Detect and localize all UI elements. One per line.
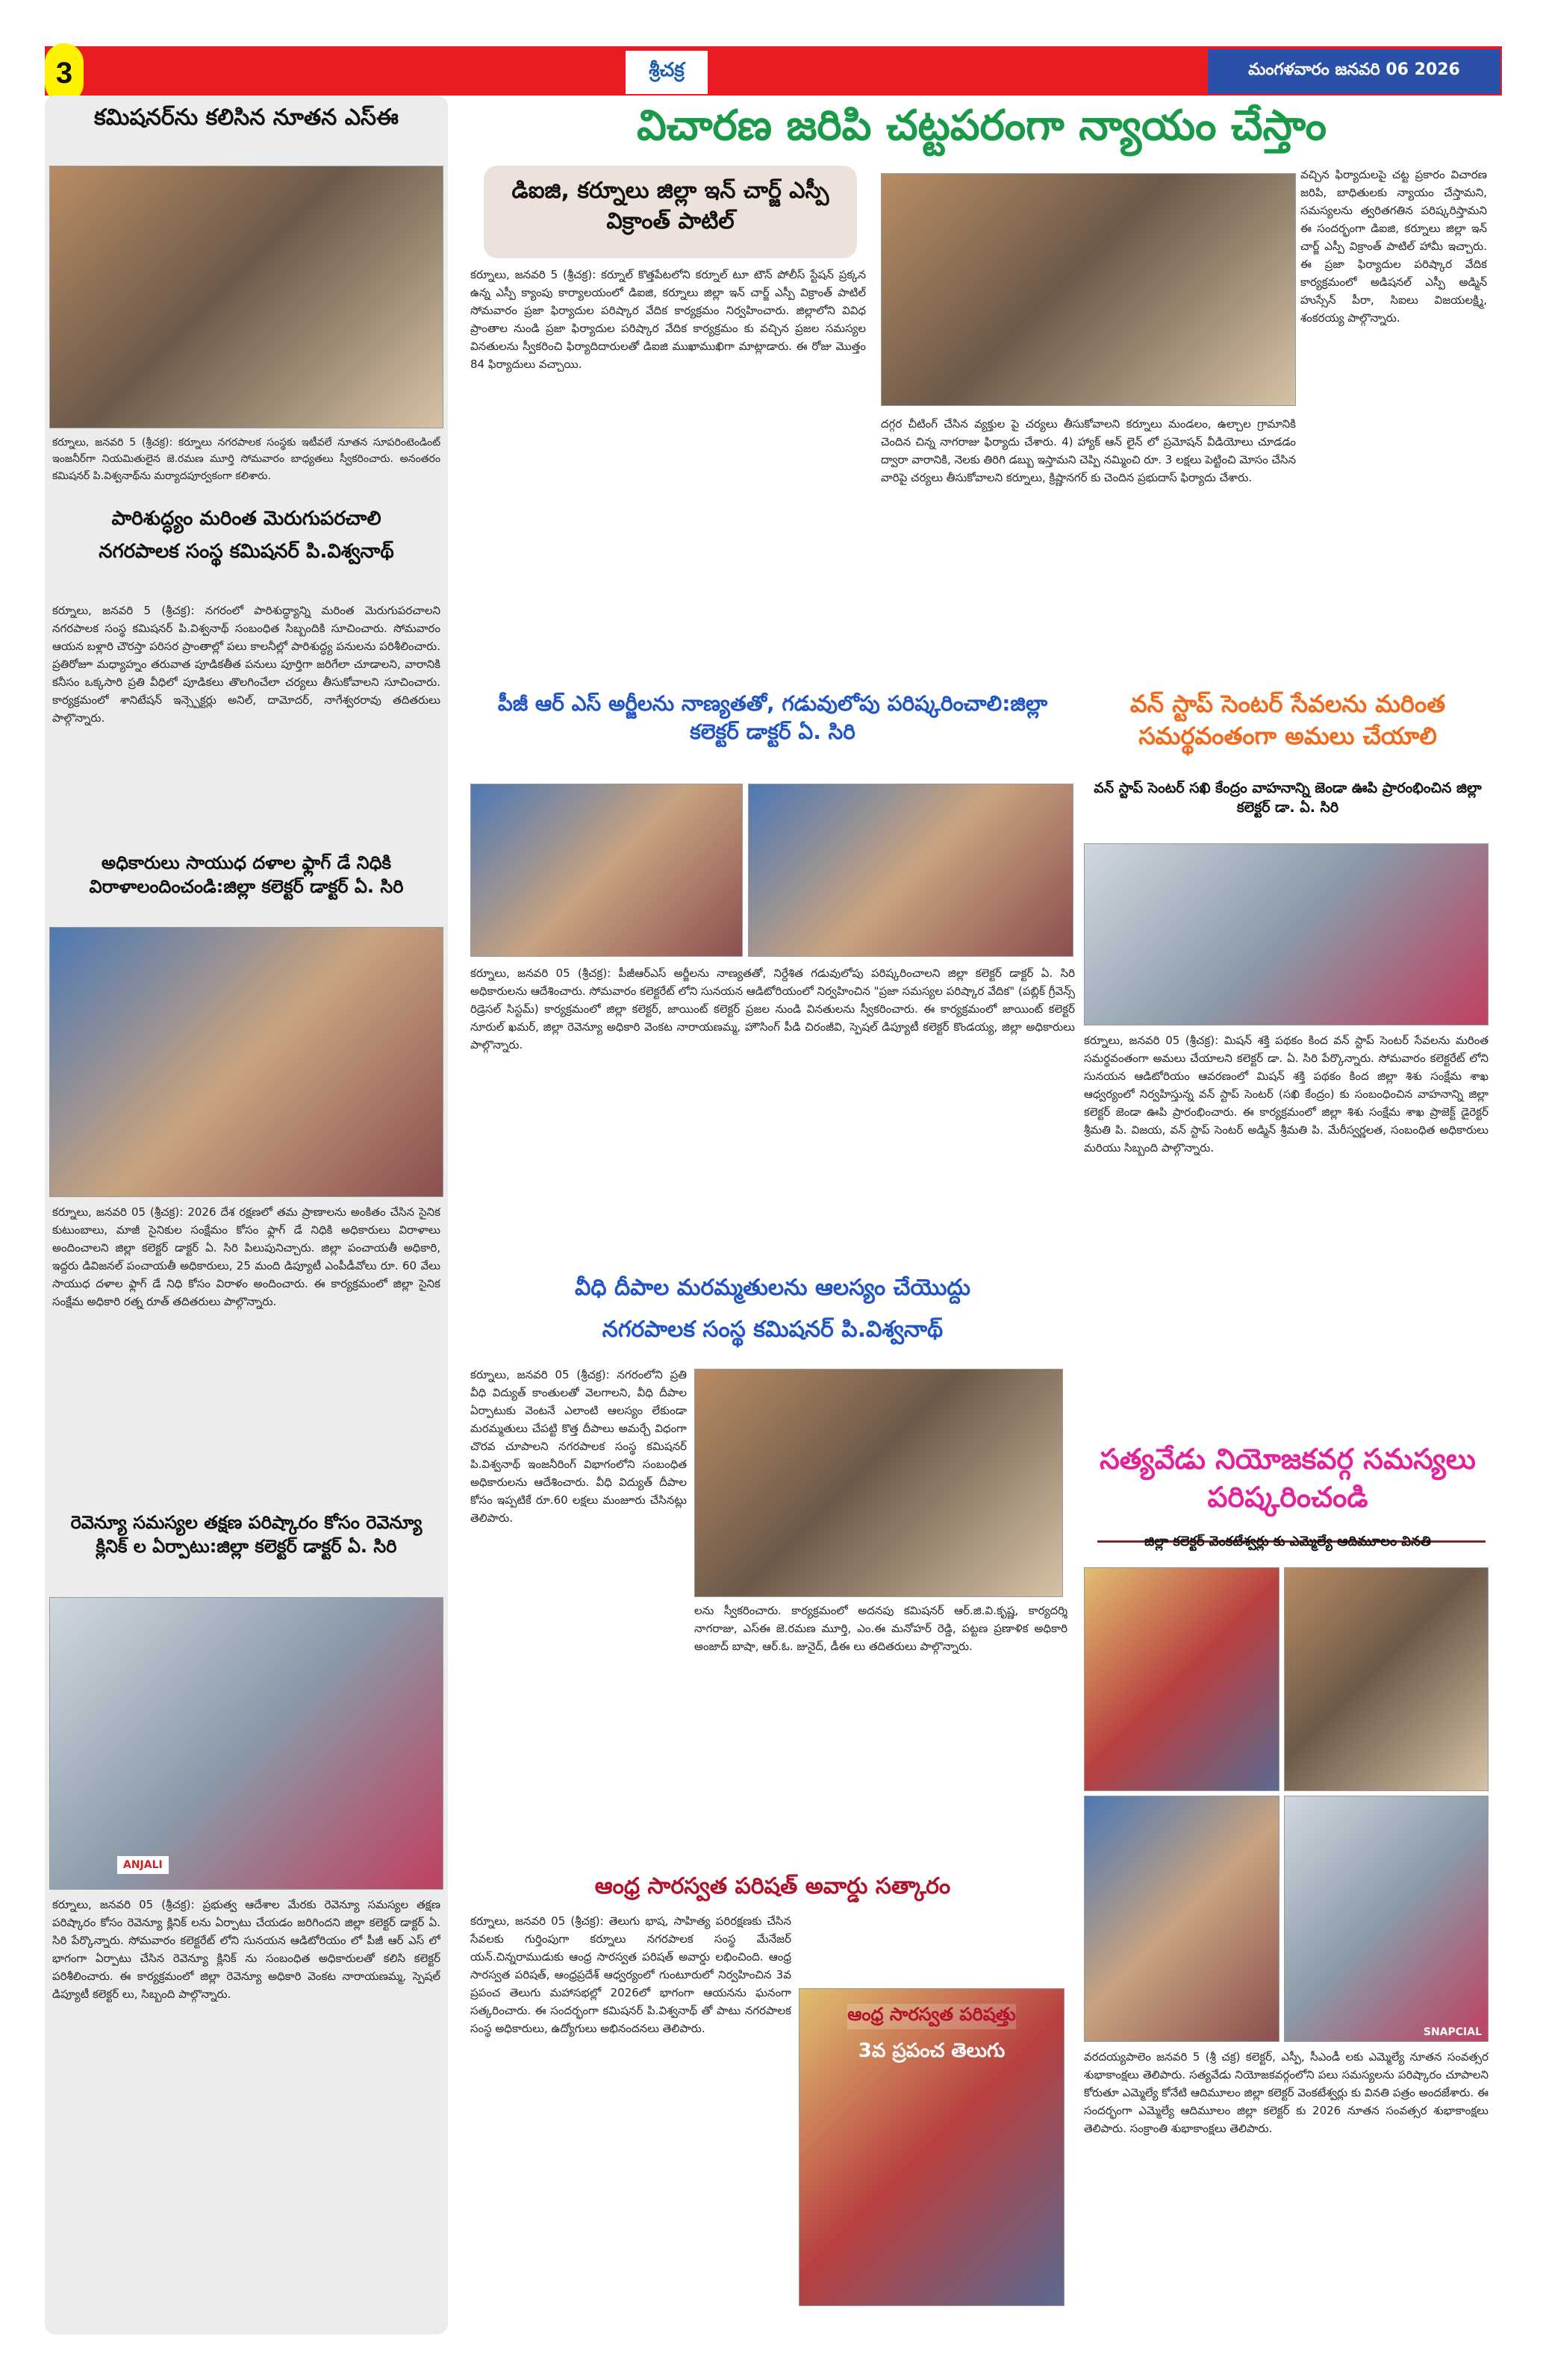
dig-photo <box>881 173 1296 406</box>
pgrs-photo-1 <box>470 784 743 957</box>
satyavedu-body: వరదయ్యపాలెం జనవరి 5 (శ్రీ చక్ర) కలెక్టర్, ఎస్పీ, సీఎండీ లకు ఎమ్మెల్యే నూతన సంవత్సర శుభాకాంక్షలు తెలిపారు. సత్యవేడు నియోజకవర్గంలోని పలు సమస్యలను పరిష్కారం చూపాలని కోరుతూ ఎమ్మెల్యే కోనేటి ఆదిమూలం జిల్లా కలెక్టర్ వెంకటేశ్వర్లు కు వినతి పత్రం అందజేశారు. ఈ సందర్భంగా ఎమ్మెల్యే ఆదిమూలం జిల్లా కలెక్టర్ కు 2026 నూతన సంవత్సర శుభాకాంక్షలు తెలిపారు. సంక్రాంతి శుభాకాంక్షలు తెలిపారు. <box>1084 2050 1489 2135</box>
satyavedu-headline: సత్యవేడు నియోజకవర్గ సమస్యలు పరిష్కరించండి <box>1100 1443 1476 1514</box>
dig-body-right: వచ్చిన ఫిర్యాదులపై చట్ట ప్రకారం విచారణ జరిపి, బాధితులకు న్యాయం చేస్తామని, సమస్యలను త్వరితగతిన పరిష్కరిస్తామని ఈ సందర్భంగా డిఐజి, కర్నూలు జిల్లా ఇన్ చార్జ్ ఎస్పీ విక్రాంత్ పాటిల్ హామీ ఇచ్చారు. ఈ ప్రజా ఫిర్యాదుల పరిష్కార వేదిక కార్యక్రమంలో అడిషనల్ ఎస్పీ అడ్మిన్ హుస్సేన్ పీరా, సిఐలు విజయలక్ష్మి, శంకరయ్య పాల్గొన్నారు. <box>1300 168 1487 325</box>
one-stop-headline: వన్ స్టాప్ సెంటర్ సేవలను మరింత సమర్థవంతంగా అమలు చేయాలి <box>1129 690 1446 751</box>
newspaper-logo: శ్రీచక్ర <box>626 51 708 94</box>
one-stop-photo <box>1084 843 1489 1025</box>
sanitation-body: కర్నూలు, జనవరి 5 (శ్రీచక్ర): నగరంలో పారిశుద్ధ్యాన్ని మరింత మెరుగుపరచాలని నగరపాలక సంస్థ కమిషనర్ పి.విశ్వనాథ్ సంబంధిత సిబ్బందికి సూచించారు. సోమవారం ఆయన బళ్లారి చౌరస్తా పరిసర ప్రాంతాల్లో పలు కాలనీల్లో పారిశుద్ధ్య పనులను పరిశీలించారు. ప్రతిరోజూ మధ్యాహ్నం తరువాత పూడికతీత పనులు పూర్తిగా జరిగేలా చూడాలని, వారానికి కనీసం ఒక్కసారి ప్రతి వీధిలో పూడికలు తొలగించేలా చర్యలు తీసుకోవాలని సూచించారు. కార్యక్రమంలో శానిటేషన్ ఇన్స్పెక్టర్లు అనిల్, దామోదర్, నాగేశ్వరరావు తదితరులు పాల్గొన్నారు. <box>52 604 440 725</box>
one-stop-body: కర్నూలు, జనవరి 05 (శ్రీచక్ర): మిషన్ శక్తి పథకం కింద వన్ స్టాప్ సెంటర్ సేవలను మరింత సమర్థవంతంగా అమలు చేయాలని కలెక్టర్ డా. ఏ. సిరి పేర్కొన్నారు. సోమవారం కలెక్టరేట్ లోని సునయన ఆడిటోరియం ఆవరణంలో మిషన్ శక్తి పథకం కింద జిల్లా శిశు సంక్షేమ శాఖ ఆధ్వర్యంలో నిర్వహిస్తున్న వన్ స్టాప్ సెంటర్ (సఖి కేంద్రం) కు సంబంధించిన వాహనాన్ని జిల్లా కలెక్టర్ జెండా ఊపి ప్రారంభించారు. ఈ కార్యక్రమంలో జిల్లా శిశు సంక్షేమ శాఖ ప్రాజెక్ట్ డైరెక్టర్ శ్రీమతి పి. విజయ, వన్ స్టాప్ సెంటర్ అడ్మిన్ శ్రీమతి పి. మేరీస్వర్ణలత, సంబంధిత అధికారులు మరియు సిబ్బంది పాల్గొన్నారు. <box>1084 1034 1489 1155</box>
award-banner-text: ఆంధ్ర సారస్వత పరిషత్తు <box>847 2004 1016 2029</box>
satyavedu-photo-1 <box>1084 1567 1279 1791</box>
satyavedu-photo-3 <box>1084 1796 1279 2042</box>
street-lights-subhead: నగరపాలక సంస్థ కమిషనర్ పి.విశ్వనాథ్ <box>602 1317 944 1343</box>
dig-body: కర్నూలు, జనవరి 5 (శ్రీచక్ర): కర్నూల్ కొత్తపేటలోని కర్నూల్ టూ టౌన్ పోలీస్ స్టేషన్ ప్రక్కన ఉన్న ఎస్పీ క్యాంపు కార్యాలయంలో డిఐజి, కర్నూలు జిల్లా ఇన్ చార్జ్ ఎస్పీ విక్రాంత్ పాటిల్ సోమవారం ప్రజా ఫిర్యాదుల పరిష్కార వేదిక కార్యక్రమం నిర్వహించారు. జిల్లాలోని వివిధ ప్రాంతాల నుండి ప్రజా ఫిర్యాదుల పరిష్కార వేదిక కార్యక్రమం కు వచ్చిన ప్రజల సమస్యల వినతులను స్వీకరించి ఫిర్యాదిదారులతో డిఐజి ముఖాముఖిగా మాట్లాడారు. ఈ రోజు మొత్తం 84 ఫిర్యాదులు వచ్చాయి. <box>470 268 866 371</box>
revenue-clinic-photo <box>49 1597 443 1890</box>
sanitation-headline: పారిశుద్ధ్యం మరింత మెరుగుపరచాలి <box>111 507 381 530</box>
dig-body-continued: దగ్గర చీటింగ్ చేసిన వ్యక్తుల పై చర్యలు తీసుకోవాలని కర్నూలు మండలం, ఉల్చాల గ్రామానికి చెందిన చిన్న నాగరాజు ఫిర్యాదు చేశారు. 4) హ్యాక్ ఆన్ లైన్ లో ప్రమోషన్ వీడియోలు చూడడం ద్వారా వారానికి, నెలకు తిరిగి డబ్బు ఇస్తామని చెప్పి నమ్మించి రూ. 3 లక్షలు పెట్టించి మోసం చేసిన వారిపై చర్యలు తీసుకోవాలని కర్నూలు, క్రిష్ణానగర్ కు చెందిన ప్రభుదాస్ ఫిర్యాదు చేశారు. <box>881 417 1296 484</box>
revenue-clinic-headline: రెవెన్యూ సమస్యల తక్షణ పరిష్కారం కోసం రెవెన్యూ క్లినిక్ ల ఏర్పాటు:జిల్లా కలెక్టర్ డాక్టర్ ఏ. సిరి <box>70 1512 423 1558</box>
street-lights-headline: వీధి దీపాల మరమ్మతులను ఆలస్యం చేయొద్దు <box>575 1275 970 1301</box>
page-number: 3 <box>45 43 84 103</box>
award-body: కర్నూలు, జనవరి 05 (శ్రీచక్ర): తెలుగు భాష, సాహిత్య పరిరక్షణకు చేసిన సేవలకు గుర్తింపుగా కర్నూలు నగరపాలక సంస్థ మేనేజర్ యన్.చిన్నరాముడుకు ఆంధ్ర సారస్వత పరిషత్ అవార్డు లభించింది. ఆంధ్ర సారస్వత పరిషత్, ఆంధ్రప్రదేశ్ ఆధ్వర్యంలో గుంటూరులో నిర్వహించిన 3వ ప్రపంచ తెలుగు మహాసభల్లో 2026లో భాగంగా ఆయనను ఘనంగా సత్కరించారు. ఈ సందర్భంగా కమిషనర్ పి.విశ్వనాథ్ తో పాటు నగరపాలక సంస్థ అధికారులు, ఉద్యోగులు అభినందనలు తెలిపారు. <box>470 1914 791 2035</box>
banner-label: ANJALI <box>117 1856 169 1874</box>
flag-day-photo <box>49 927 443 1197</box>
street-lights-photo <box>694 1369 1063 1597</box>
award-photo <box>799 1988 1064 2306</box>
street-lights-body-continued: లను స్వీకరించారు. కార్యక్రమంలో అదనపు కమిషనర్ ఆర్.జి.వి.కృష్ణ, కార్యదర్శి నాగరాజు, ఎస్ఈ జె.రమణ మూర్తి, ఎం.ఈ మనోహర్ రెడ్డి, పట్టణ ప్రణాళిక అధికారి అంజాద్ బాషా, ఆర్.ఓ. జునైద్, డీఈ లు తదితరులు పాల్గొన్నారు. <box>694 1604 1067 1653</box>
photo-credit: SNAPCIAL <box>1423 2026 1482 2038</box>
satyavedu-subhead: జిల్లా కలెక్టర్ వెంకటేశ్వర్లు కు ఎమ్మెల్యే ఆదిమూలం వినతి <box>1144 1534 1431 1549</box>
pgrs-photo-2 <box>748 784 1073 957</box>
se-meet-photo <box>49 166 443 428</box>
satyavedu-photo-4 <box>1284 1796 1489 2042</box>
satyavedu-photo-2 <box>1284 1567 1489 1791</box>
street-lights-body: కర్నూలు, జనవరి 05 (శ్రీచక్ర): నగరంలోని ప్రతి వీధి విద్యుత్ కాంతులతో వెలగాలని, వీధి దీపాల ఏర్పాటుకు వెంటనే ఎలాంటి ఆలస్యం లేకుండా మరమ్మతులు చేపట్టి కొత్త దీపాలు అమర్చే విధంగా చొరవ చూపాలని నగరపాలక సంస్థ కమిషనర్ పి.విశ్వనాథ్ ఇంజనీరింగ్ విభాగంలోని సంబంధిత అధికారులను ఆదేశించారు. వీధి విద్యుత్ దీపాల కోసం ఇప్పటికే రూ.60 లక్షలు మంజూరు చేసినట్లు తెలిపారు. <box>470 1368 687 1525</box>
issue-date: మంగళవారం జనవరి 06 2026 <box>1208 49 1500 94</box>
main-headline: విచారణ జరిపి చట్టపరంగా న్యాయం చేస్తాం <box>636 101 1327 150</box>
revenue-clinic-body: కర్నూలు, జనవరి 05 (శ్రీచక్ర): ప్రభుత్వ ఆదేశాల మేరకు రెవెన్యూ సమస్యల తక్షణ పరిష్కారం కోసం రెవెన్యూ క్లినిక్ లను ఏర్పాటు చేయడం జరిగిందని జిల్లా కలెక్టర్ డాక్టర్ ఏ. సిరి పేర్కొన్నారు. సోమవారం కలెక్టరేట్ లోని సునయన ఆడిటోరియం లో పీజీ ఆర్ ఎస్ లో భాగంగా ఏర్పాటు చేసిన రెవెన్యూ క్లినిక్ ను సంబంధిత అధికారులతో కలిసి కలెక్టర్ పరిశీలించారు. ఈ కార్యక్రమంలో జిల్లా రెవెన్యూ అధికారి వెంకట నారాయణమ్మ, స్పెషల్ డిప్యూటీ కలెక్టర్ లు, సిబ్బంది పాల్గొన్నారు. <box>52 1898 440 2001</box>
se-meet-headline: కమిషనర్‌ను కలిసిన నూతన ఎస్ఈ <box>94 104 399 131</box>
flag-day-headline: అధికారులు సాయుధ దళాల ఫ్లాగ్ డే నిధికి విరాళాలందించండి:జిల్లా కలెక్టర్ డాక్టర్ ఏ. సిరి <box>89 852 404 898</box>
flag-day-body: కర్నూలు, జనవరి 05 (శ్రీచక్ర): 2026 దేశ రక్షణలో తమ ప్రాణాలను అంకితం చేసిన సైనిక కుటుంబాలు, మాజీ సైనికుల సంక్షేమం కోసం ఫ్లాగ్ డే నిధికి అధికారులు విరాళాలు అందించాలని జిల్లా కలెక్టర్ డాక్టర్ ఏ. సిరి పిలుపునిచ్చారు. జిల్లా పంచాయతీ అధికారి, ఇద్దరు డివిజనల్ పంచాయతీ అధికారులు, 25 మంది డిప్యూటీ ఎంపీడీవోలు రూ. 60 వేలు సాయుధ దళాల ఫ్లాగ్ డే నిధి కోసం విరాళం అందించారు. ఈ కార్యక్రమంలో జిల్లా సైనిక సంక్షేమ అధికారి రత్న రూత్ తదితరులు పాల్గొన్నారు. <box>52 1205 440 1308</box>
award-banner-text-2: 3వ ప్రపంచ తెలుగు <box>858 2040 1006 2062</box>
sanitation-subhead: నగరపాలక సంస్థ కమిషనర్ పి.విశ్వనాథ్ <box>99 540 394 563</box>
one-stop-subhead: వన్ స్టాప్ సెంటర్ సఖి కేంద్రం వాహనాన్ని జెండా ఊపి ప్రారంభించిన జిల్లా కలెక్టర్ డా. ఏ. సిరి <box>1094 780 1482 816</box>
dig-subhead: డిఐజి, కర్నూలు జిల్లా ఇన్ చార్జ్ ఎస్పీ విక్రాంత్ పాటిల్ <box>484 166 857 258</box>
se-meet-caption: కర్నూలు, జనవరి 5 (శ్రీచక్ర): కర్నూలు నగరపాలక సంస్థకు ఇటీవలే నూతన సూపరింటెండింట్ ఇంజనీర్‌గా నియమితులైన జె.రమణ మూర్తి సోమవారం బాధ్యతలు స్వీకరించారు. అనంతరం కమిషనర్ పి.విశ్వనాథ్‌ను మర్యాదపూర్వకంగా కలిశారు. <box>52 437 440 482</box>
award-headline: ఆంధ్ర సారస్వత పరిషత్ అవార్డు సత్కారం <box>594 1873 951 1899</box>
pgrs-body: కర్నూలు, జనవరి 05 (శ్రీచక్ర): పీజీఆర్ఎస్ అర్జీలను నాణ్యతతో, నిర్దేశిత గడువులోపు పరిష్కరించాలని జిల్లా కలెక్టర్ డాక్టర్ ఏ. సిరి అధికారులను ఆదేశించారు. సోమవారం కలెక్టరేట్ లోని సునయన ఆడిటోరియంలో నిర్వహించిన "ప్రజా సమస్యల పరిష్కార వేదిక" (పబ్లిక్ గ్రీవెన్స్ రిడ్రెసల్ సిస్టమ్) కార్యక్రమంలో జిల్లా కలెక్టర్, జాయింట్ కలెక్టర్ ప్రజల నుండి వినతులను స్వీకరించారు. ఈ కార్యక్రమంలో జాయింట్ కలెక్టర్ నూరుల్ ఖమర్, జిల్లా రెవెన్యూ అధికారి వెంకట నారాయణమ్మ, హౌసింగ్ పీడి చిరంజీవి, స్పెషల్ డిప్యూటీ కలెక్టర్ కొండయ్య, జిల్లా అధికారులు పాల్గొన్నారు. <box>470 966 1075 1052</box>
pgrs-headline: పీజీ ఆర్ ఎస్ అర్జీలను నాణ్యతతో, గడువులోపు పరిష్కరించాలి:జిల్లా కలెక్టర్ డాక్టర్ ఏ. సిరి <box>497 691 1048 744</box>
